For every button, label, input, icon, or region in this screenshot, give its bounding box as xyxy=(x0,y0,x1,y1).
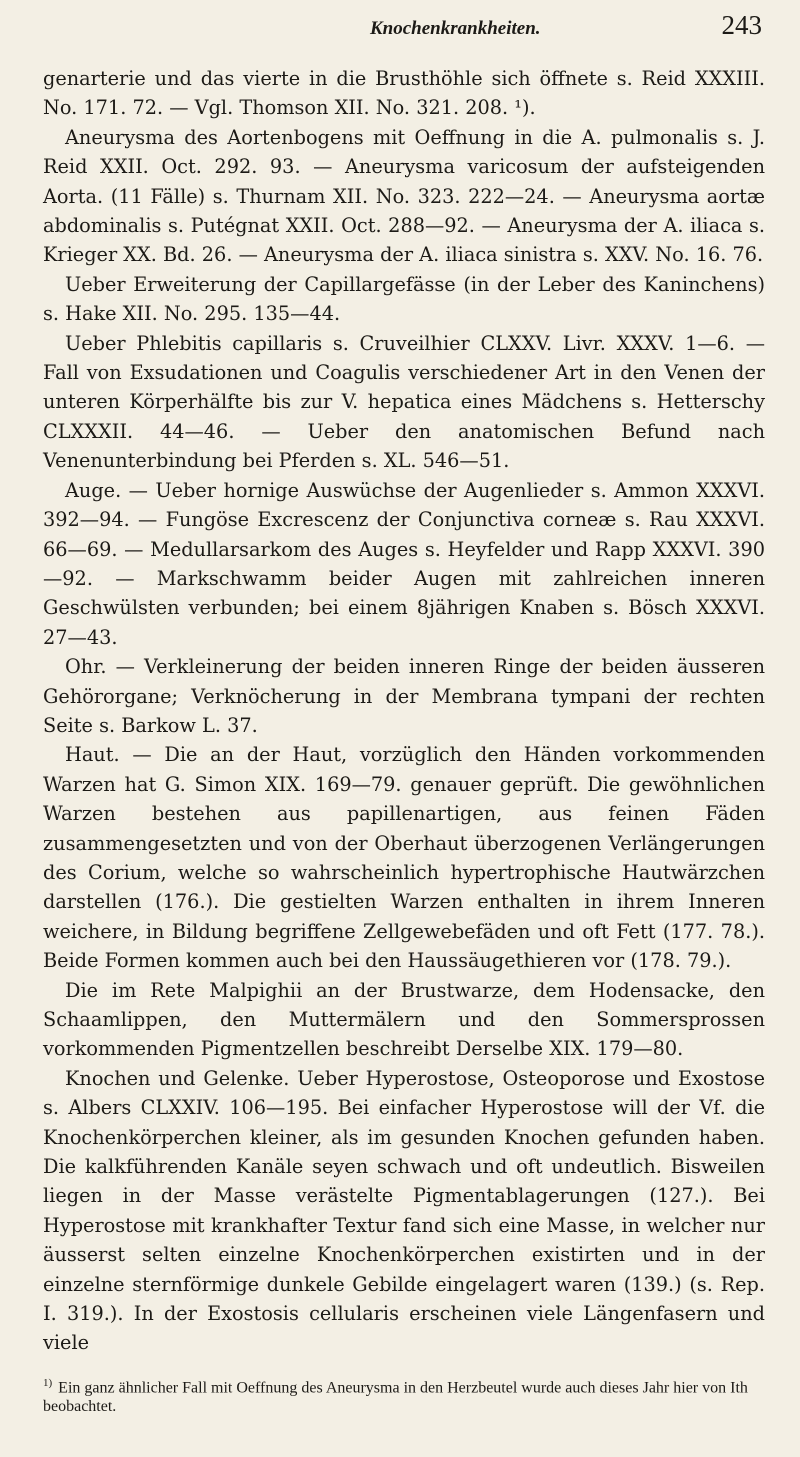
paragraph: Aneurysma des Aortenbogens mit Oeffnung in die A. pulmonalis s. J. Reid XXII. Oct. 292. 93. — Aneurysma varicosum der aufsteigenden Aorta. (11 Fälle) s. Thurnam XII. No. 323. 222—24. — Aneurysma aortæ abdominalis s. Putégnat XXII. Oct. 288—92. — Aneurysma der A. iliaca s. Krieger XX. Bd. 26. — Aneurysma der A. iliaca sinistra s. XXV. No. 16. 76. xyxy=(43,125,765,267)
paragraph: genarterie und das vierte in die Brusthöhle sich öffnete s. Reid XXXIII. No. 171. 72. — Vgl. Thomson XII. No. 321. 208. ¹). xyxy=(43,67,765,120)
paragraph: Ohr. — Verkleinerung der beiden inneren Ringe der beiden äusseren Gehörorgane; Verknöcherung in der Membrana tympani der rechten Seite s. Barkow L. 37. xyxy=(43,655,765,737)
footnote xyxy=(43,1374,765,1416)
paragraph: Die im Rete Malpighii an der Brustwarze, dem Hodensacke, den Schaamlippen, den Muttermälern und den Sommersprossen vorkommenden Pigmentzellen beschreibt Derselbe XIX. 179—80. xyxy=(43,978,765,1061)
paragraph: Auge. — Ueber hornige Auswüchse der Augenlieder s. Ammon XXXVI. 392—94. — Fungöse Excrescenz der Conjunctiva corneæ s. Rau XXXVI. 66—69. — Medullarsarkom des Auges s. Heyfelder und Rapp XXXVI. 390—92. — Markschwamm beider Augen mit zahlreichen inneren Geschwülsten verbunden; bei einem 8jährigen Knaben s. Bösch XXXVI. 27—43. xyxy=(43,478,765,649)
paragraph: Ueber Phlebitis capillaris s. Cruveilhier CLXXV. Livr. XXXV. 1—6. — Fall von Exsudationen und Coagulis verschiedener Art in den Venen der unteren Körperhälfte bis zur V. hepatica eines Mädchens s. Hetterschy CLXXXII. 44—46. — Ueber den anatomischen Befund nach Venenunterbindung bei Pferden s. XL. 546—51. xyxy=(43,331,765,473)
paragraph: Ueber Erweiterung der Capillargefässe (in der Leber des Kaninchens) s. Hake XII. No. 295. 135—44. xyxy=(43,272,765,326)
paragraph: Knochen und Gelenke. Ueber Hyperostose, Osteoporose und Exostose s. Albers CLXXIV. 106—195. Bei einfacher Hyperostose will der Vf. die Knochenkörperchen kleiner, als im gesunden Knochen gefunden haben. Die kalkführenden Kanäle seyen schwach und oft undeutlich. Bisweilen liegen in der Masse verästelte Pigmentablagerungen (127.). Bei Hyperostose mit krankhafter Textur fand sich eine Masse, in welcher nur äusserst selten einzelne Knochenkörperchen existirten und in der einzelne sternförmige dunkele Gebilde eingelagert waren (139.) (s. Rep. I. 319.). In der Exostosis cellularis erscheinen viele Längenfasern und viele xyxy=(43,1066,765,1355)
body-text xyxy=(43,64,765,1358)
footnote-text: Ein ganz ähnlicher Fall mit Oeffnung des Aneurysma in den Herzbeutel wurde auch dieses Jahr hier von Ith beobachtet. xyxy=(43,1379,748,1416)
footnote-mark: 1) xyxy=(43,1377,53,1389)
page-number: 243 xyxy=(721,10,762,40)
running-header-title: Knochenkrankheiten. xyxy=(370,18,541,39)
paragraph: Haut. — Die an der Haut, vorzüglich den Händen vorkommenden Warzen hat G. Simon XIX. 169—79. genauer geprüft. Die gewöhnlichen Warzen bestehen aus papillenartigen, aus feinen Fäden zusammengesetzten und von der Oberhaut überzogenen Verlängerungen des Corium, welche so wahrscheinlich hypertrophische Hautwärzchen darstellen (176.). Die gestielten Warzen enthalten in ihrem Inneren weichere, in Bildung begriffene Zellgewebefäden und oft Fett (177. 78.). Beide Formen kommen auch bei den Haussäugethieren vor (178. 79.). xyxy=(43,743,765,973)
footnote-divider xyxy=(43,1364,44,1365)
